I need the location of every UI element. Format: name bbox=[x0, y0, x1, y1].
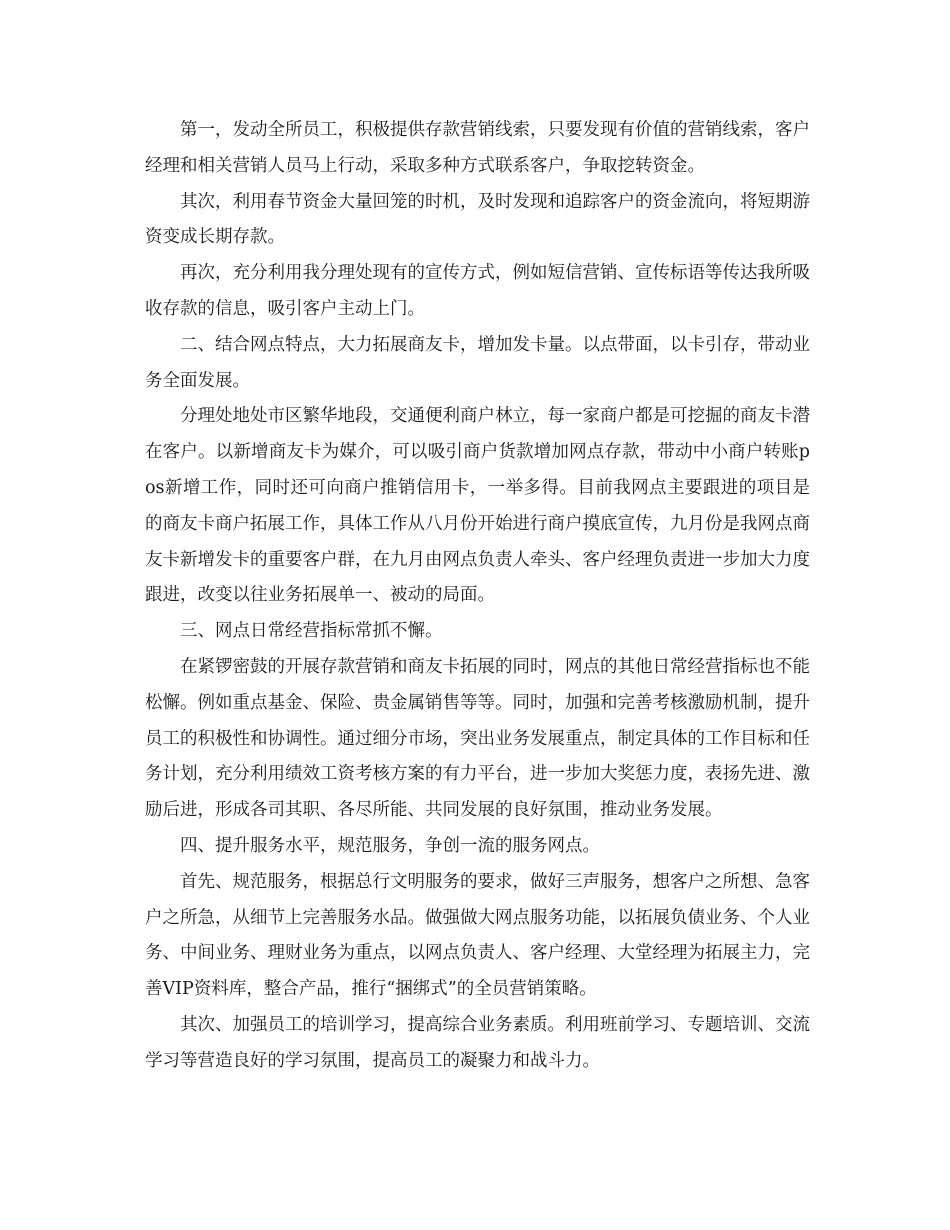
paragraph-5: 分理处地处市区繁华地段，交通便利商户林立，每一家商户都是可挖掘的商友卡潜在客户。以新增商友卡为媒介，可以吸引商户货款增加网点存款，带动中小商户转账pos新增工作，同时还可向商户推销信用卡，一举多得。目前我网点主要跟进的项目是的商友卡商户拓展工作，具体工作从八月份开始进行商户摸底宣传，九月份是我网点商友卡新增发卡的重要客户群，在九月由网点负责人牵头、客户经理负责进一步加大力度跟进，改变以往业务拓展单一、被动的局面。 bbox=[145, 406, 810, 606]
paragraph-3: 再次，充分利用我分理处现有的宣传方式，例如短信营销、宣传标语等传达我所吸收存款的信息，吸引客户主动上门。 bbox=[145, 263, 810, 319]
paragraph-10: 其次、加强员工的培训学习，提高综合业务素质。利用班前学习、专题培训、交流学习等营造良好的学习氛围，提高员工的凝聚力和战斗力。 bbox=[145, 1014, 810, 1071]
document-body bbox=[145, 113, 810, 1080]
paragraph-7: 在紧锣密鼓的开展存款营销和商友卡拓展的同时，网点的其他日常经营指标也不能松懈。例如重点基金、保险、贵金属销售等等。同时，加强和完善考核激励机制，提升员工的积极性和协调性。通过细分市场，突出业务发展重点，制定具体的工作目标和任务计划，充分利用绩效工资考核方案的有力平台，进一步加大奖惩力度，表扬先进、激励后进，形成各司其职、各尽所能、共同发展的良好氛围，推动业务发展。 bbox=[145, 656, 810, 821]
section-heading-3: 三、网点日常经营指标常抓不懈。 bbox=[180, 621, 443, 642]
paragraph-2: 其次，利用春节资金大量回笼的时机，及时发现和追踪客户的资金流向，将短期游资变成长期存款。 bbox=[145, 191, 810, 248]
paragraph-1: 第一，发动全所员工，积极提供存款营销线索，只要发现有价值的营销线索，客户经理和相关营销人员马上行动，采取多种方式联系客户，争取挖转资金。 bbox=[145, 120, 810, 176]
section-heading-2: 二、结合网点特点，大力拓展商友卡，增加发卡量。以点带面，以卡引存，带动业务全面发展。 bbox=[145, 334, 810, 391]
paragraph-9: 首先、规范服务，根据总行文明服务的要求，做好三声服务，想客户之所想、急客户之所急，从细节上完善服务水品。做强做大网点服务功能，以拓展负债业务、个人业务、中间业务、理财业务为重点，以网点负责人、客户经理、大堂经理为拓展主力，完善VIP资料库，整合产品，推行“捆绑式”的全员营销策略。 bbox=[145, 871, 810, 1000]
section-heading-4: 四、提升服务水平，规范服务，争创一流的服务网点。 bbox=[180, 835, 600, 856]
